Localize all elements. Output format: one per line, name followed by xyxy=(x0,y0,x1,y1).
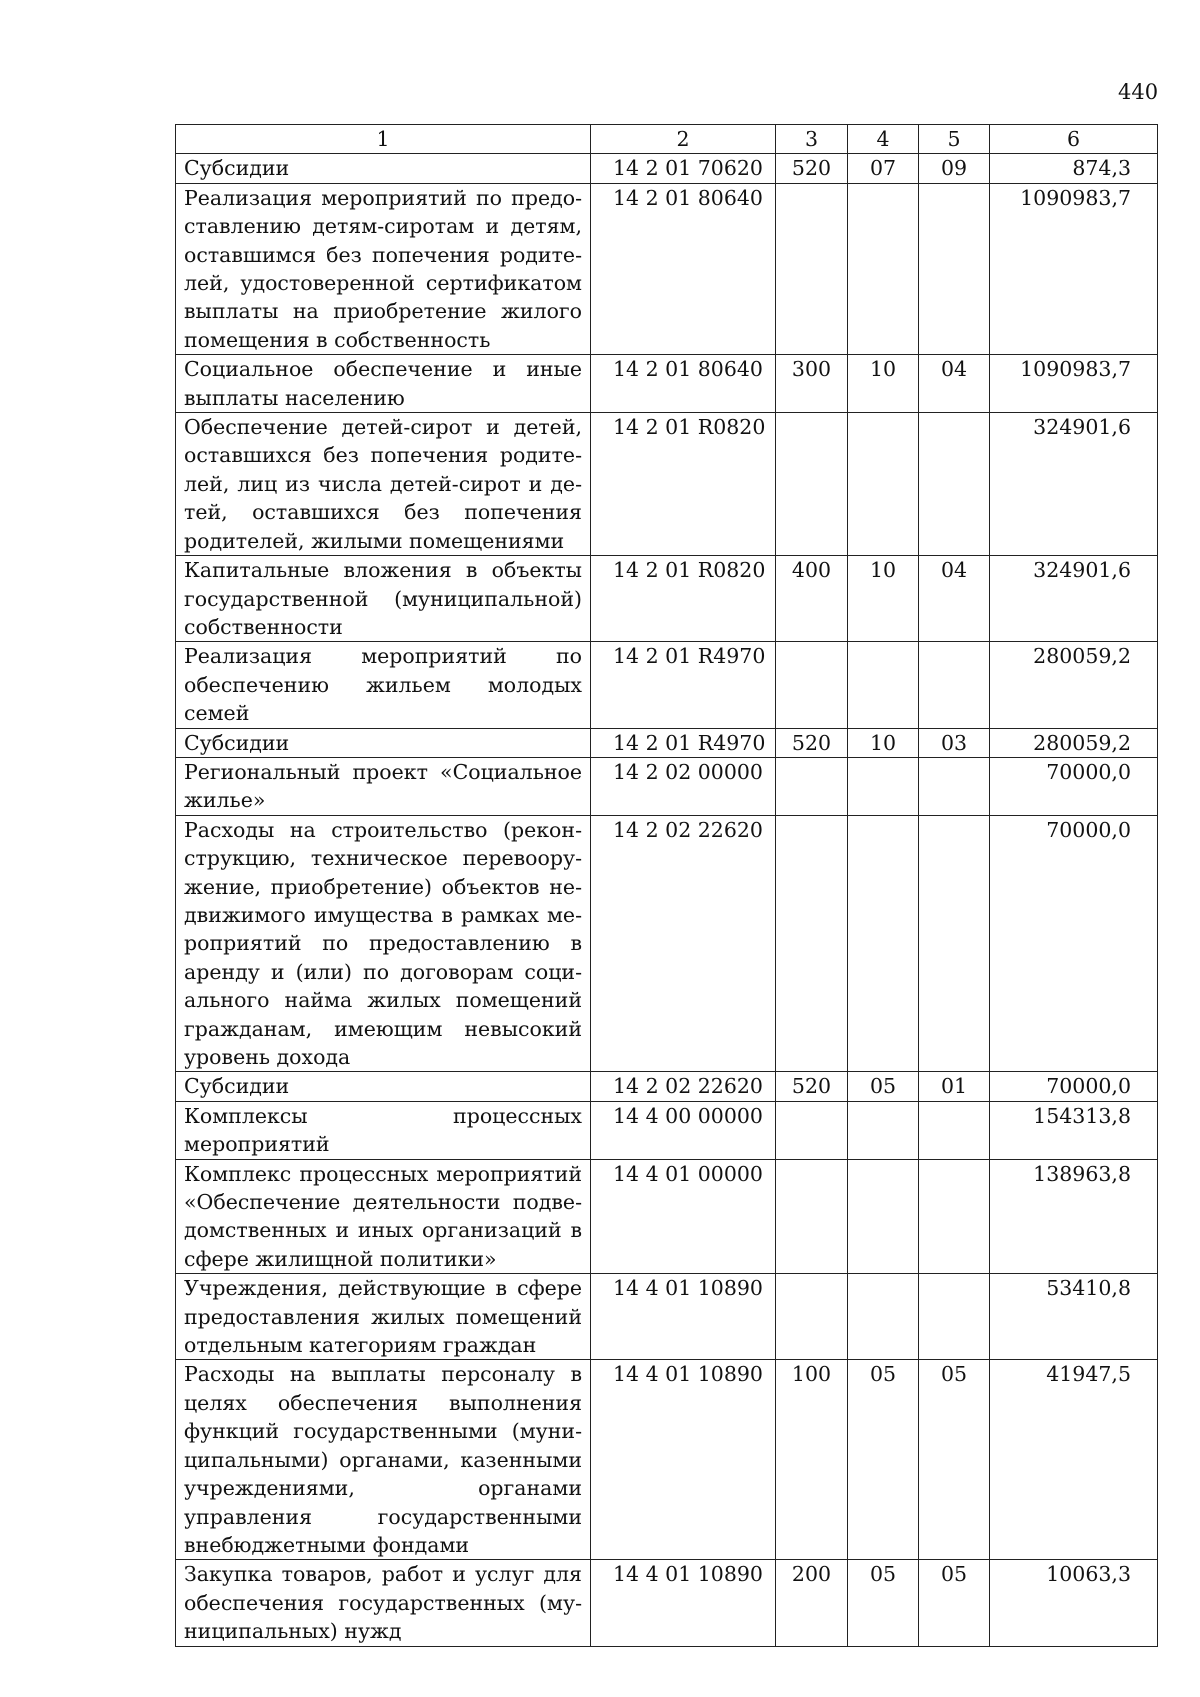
table-row xyxy=(176,413,1158,556)
col5-cell: 04 xyxy=(919,556,990,642)
name-cell: Социальное обеспечение и иные выплаты населению xyxy=(176,355,591,413)
code-cell: 14 2 02 22620 xyxy=(591,815,776,1072)
table-row xyxy=(176,1560,1158,1646)
col5-cell: 03 xyxy=(919,728,990,757)
col5-cell xyxy=(919,642,990,728)
name-cell: Расходы на строительство (реконструкцию, техническое перевооружение, приобретение) объектов недвижимого имущества в рамках мероприятий по предоставлению в аренду и (или) по договорам социального найма жилых помещений гражданам, имеющим невысокий уровень дохода xyxy=(176,815,591,1072)
name-cell: Субсидии xyxy=(176,728,591,757)
col4-cell xyxy=(848,757,919,815)
col3-cell: 100 xyxy=(776,1360,848,1560)
col4-cell xyxy=(848,642,919,728)
header-col-5: 5 xyxy=(919,125,990,154)
col5-cell: 04 xyxy=(919,355,990,413)
name-cell: Региональный проект «Социальное жилье» xyxy=(176,757,591,815)
name-cell: Комплекс процессных мероприятий «Обеспечение деятельности подведомственных и иных организаций в сфере жилищной политики» xyxy=(176,1159,591,1274)
code-cell: 14 2 02 22620 xyxy=(591,1072,776,1101)
header-col-2: 2 xyxy=(591,125,776,154)
col4-cell xyxy=(848,1274,919,1360)
col5-cell: 09 xyxy=(919,154,990,183)
amount-cell: 10063,3 xyxy=(990,1560,1158,1646)
amount-cell: 70000,0 xyxy=(990,1072,1158,1101)
table-row xyxy=(176,757,1158,815)
table-row xyxy=(176,1274,1158,1360)
col3-cell: 200 xyxy=(776,1560,848,1646)
code-cell: 14 2 01 R0820 xyxy=(591,413,776,556)
amount-cell: 70000,0 xyxy=(990,815,1158,1072)
table-row xyxy=(176,1159,1158,1274)
col5-cell xyxy=(919,1159,990,1274)
amount-cell: 1090983,7 xyxy=(990,183,1158,354)
code-cell: 14 4 01 10890 xyxy=(591,1560,776,1646)
amount-cell: 1090983,7 xyxy=(990,355,1158,413)
code-cell: 14 4 01 00000 xyxy=(591,1159,776,1274)
col5-cell xyxy=(919,1274,990,1360)
name-cell: Реализация мероприятий по обеспечению жильем молодых семей xyxy=(176,642,591,728)
header-col-4: 4 xyxy=(848,125,919,154)
amount-cell: 324901,6 xyxy=(990,413,1158,556)
amount-cell: 280059,2 xyxy=(990,642,1158,728)
code-cell: 14 2 01 R4970 xyxy=(591,728,776,757)
page-number: 440 xyxy=(1118,80,1159,104)
col3-cell: 400 xyxy=(776,556,848,642)
header-col-3: 3 xyxy=(776,125,848,154)
table-row xyxy=(176,815,1158,1072)
col4-cell: 05 xyxy=(848,1560,919,1646)
code-cell: 14 2 01 80640 xyxy=(591,183,776,354)
amount-cell: 874,3 xyxy=(990,154,1158,183)
table-body xyxy=(176,154,1158,1646)
col3-cell xyxy=(776,815,848,1072)
name-cell: Учреждения, действующие в сфере предоставления жилых помещений отдельным категориям граждан xyxy=(176,1274,591,1360)
amount-cell: 324901,6 xyxy=(990,556,1158,642)
col4-cell: 05 xyxy=(848,1072,919,1101)
col4-cell xyxy=(848,183,919,354)
code-cell: 14 4 00 00000 xyxy=(591,1101,776,1159)
table-row xyxy=(176,355,1158,413)
table-row xyxy=(176,642,1158,728)
col3-cell xyxy=(776,1159,848,1274)
budget-table xyxy=(175,124,1158,1647)
amount-cell: 41947,5 xyxy=(990,1360,1158,1560)
col3-cell: 520 xyxy=(776,154,848,183)
table-header xyxy=(176,125,1158,154)
table-row xyxy=(176,1072,1158,1101)
table-row xyxy=(176,556,1158,642)
name-cell: Обеспечение детей-сирот и детей, оставшихся без попечения родителей, лиц из числа детей-сирот и детей, оставшихся без попечения родителей, жилыми помещениями xyxy=(176,413,591,556)
col5-cell xyxy=(919,413,990,556)
col5-cell xyxy=(919,757,990,815)
table-row xyxy=(176,154,1158,183)
col3-cell: 300 xyxy=(776,355,848,413)
code-cell: 14 2 01 R4970 xyxy=(591,642,776,728)
col4-cell xyxy=(848,815,919,1072)
name-cell: Комплексы процессных мероприятий xyxy=(176,1101,591,1159)
col5-cell: 01 xyxy=(919,1072,990,1101)
col4-cell: 10 xyxy=(848,556,919,642)
col5-cell: 05 xyxy=(919,1360,990,1560)
table-row xyxy=(176,1360,1158,1560)
col3-cell xyxy=(776,183,848,354)
name-cell: Закупка товаров, работ и услуг для обеспечения государственных (муниципальных) нужд xyxy=(176,1560,591,1646)
code-cell: 14 2 02 00000 xyxy=(591,757,776,815)
code-cell: 14 2 01 R0820 xyxy=(591,556,776,642)
col5-cell: 05 xyxy=(919,1560,990,1646)
name-cell: Капитальные вложения в объекты государственной (муниципальной) собственности xyxy=(176,556,591,642)
amount-cell: 280059,2 xyxy=(990,728,1158,757)
table-row xyxy=(176,728,1158,757)
col4-cell xyxy=(848,1101,919,1159)
amount-cell: 70000,0 xyxy=(990,757,1158,815)
col4-cell xyxy=(848,413,919,556)
table-row xyxy=(176,1101,1158,1159)
col5-cell xyxy=(919,1101,990,1159)
col4-cell: 05 xyxy=(848,1360,919,1560)
amount-cell: 138963,8 xyxy=(990,1159,1158,1274)
code-cell: 14 4 01 10890 xyxy=(591,1274,776,1360)
col4-cell xyxy=(848,1159,919,1274)
name-cell: Субсидии xyxy=(176,1072,591,1101)
col4-cell: 10 xyxy=(848,728,919,757)
code-cell: 14 2 01 70620 xyxy=(591,154,776,183)
col5-cell xyxy=(919,183,990,354)
col4-cell: 10 xyxy=(848,355,919,413)
table-row xyxy=(176,183,1158,354)
col5-cell xyxy=(919,815,990,1072)
col3-cell: 520 xyxy=(776,728,848,757)
col3-cell xyxy=(776,757,848,815)
code-cell: 14 2 01 80640 xyxy=(591,355,776,413)
col3-cell xyxy=(776,1101,848,1159)
header-col-6: 6 xyxy=(990,125,1158,154)
col3-cell xyxy=(776,1274,848,1360)
name-cell: Расходы на выплаты персоналу в целях обеспечения выполнения функций государственными (муниципальными) органами, казенными учреждениями, органами управления государственными внебюджетными фондами xyxy=(176,1360,591,1560)
name-cell: Субсидии xyxy=(176,154,591,183)
col3-cell xyxy=(776,413,848,556)
header-col-1: 1 xyxy=(176,125,591,154)
code-cell: 14 4 01 10890 xyxy=(591,1360,776,1560)
col3-cell xyxy=(776,642,848,728)
header-row xyxy=(176,125,1158,154)
col3-cell: 520 xyxy=(776,1072,848,1101)
col4-cell: 07 xyxy=(848,154,919,183)
amount-cell: 154313,8 xyxy=(990,1101,1158,1159)
name-cell: Реализация мероприятий по предоставлению детям-сиротам и детям, оставшимся без попечения родителей, удостоверенной сертификатом выплаты на приобретение жилого помещения в собственность xyxy=(176,183,591,354)
amount-cell: 53410,8 xyxy=(990,1274,1158,1360)
